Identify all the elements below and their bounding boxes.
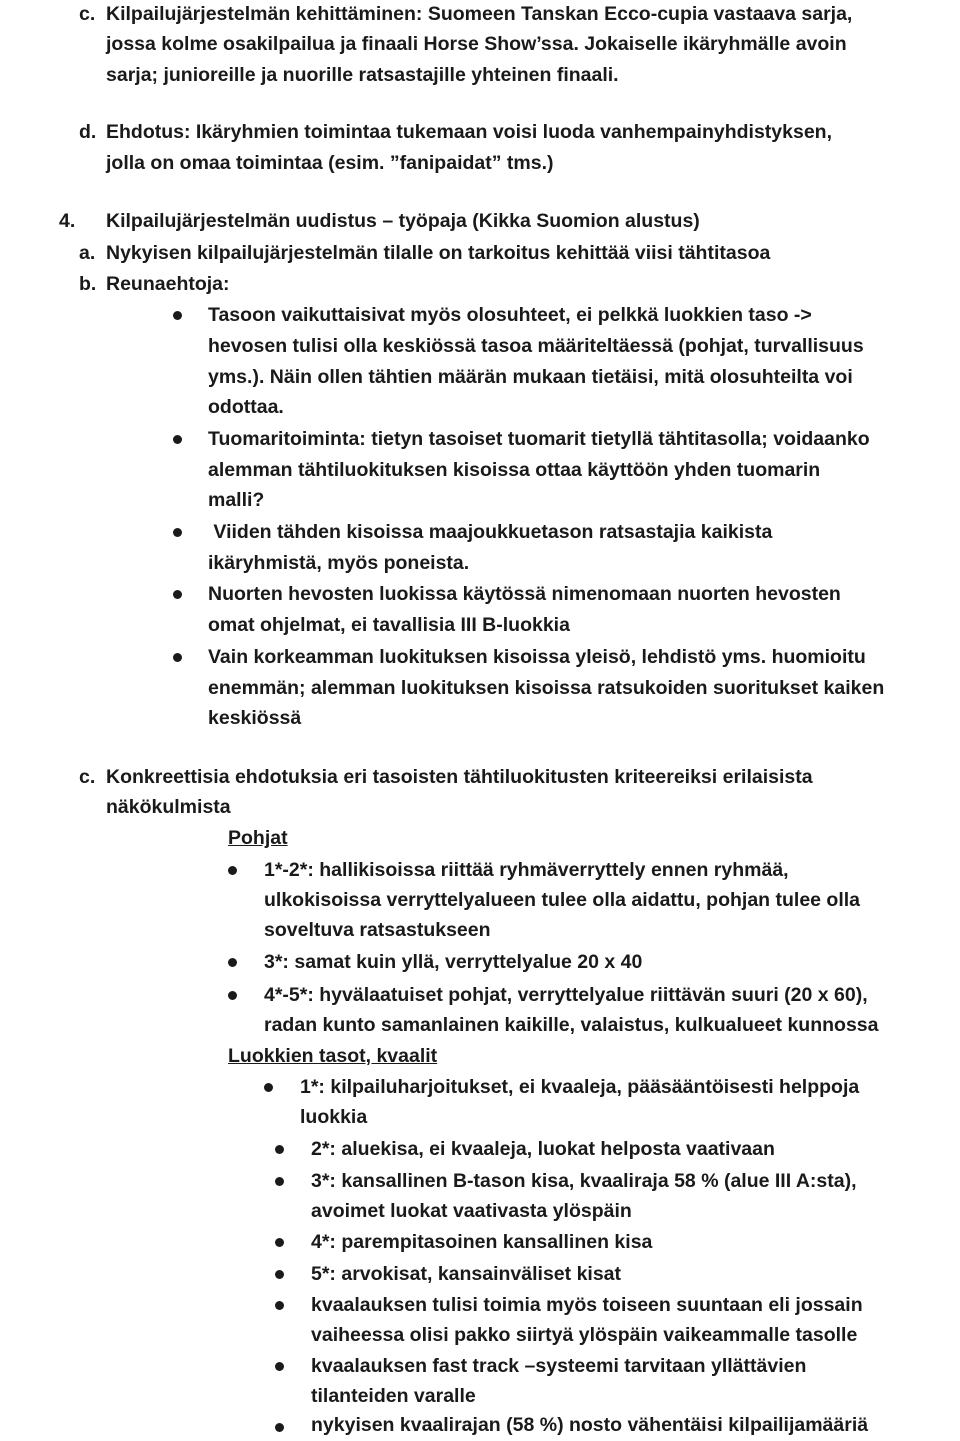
luokkien-bullet-line: luokkia <box>300 1106 368 1128</box>
bullet-icon <box>275 1238 284 1247</box>
bullet-icon <box>173 311 182 320</box>
luokkien-bullet-line: vaiheessa olisi pakko siirtyä ylöspäin vaikeammalle tasolle <box>311 1324 858 1346</box>
section-c-bottom-line: näkökulmista <box>106 796 231 818</box>
bullet-icon <box>228 866 237 875</box>
luokkien-bullet-line: 1*: kilpailuharjoitukset, ei kvaaleja, pääsääntöisesti helppoja <box>300 1076 860 1098</box>
bullet-icon <box>173 528 182 537</box>
bullet-icon <box>275 1423 284 1432</box>
pohjat-heading: Pohjat <box>228 827 288 849</box>
reuna-bullet-line: Vain korkeamman luokituksen kisoissa yleisö, lehdistö yms. huomioitu <box>208 646 866 668</box>
luokkien-heading: Luokkien tasot, kvaalit <box>228 1045 438 1067</box>
bullet-icon <box>173 435 182 444</box>
luokkien-bullet-line: 2*: aluekisa, ei kvaaleja, luokat helposta vaativaan <box>311 1138 775 1160</box>
reuna-bullet-line: Nuorten hevosten luokissa käytössä nimenomaan nuorten hevosten <box>208 583 841 605</box>
section-c-top-line: jossa kolme osakilpailua ja finaali Horse Show’ssa. Jokaiselle ikäryhmälle avoin <box>106 33 847 55</box>
item-a-marker: a. <box>79 242 96 264</box>
reuna-bullet-line: yms.). Näin ollen tähtien määrän mukaan tietäisi, mitä olosuhteilta voi <box>208 366 853 388</box>
bullet-icon <box>275 1145 284 1154</box>
bullet-icon <box>228 958 237 967</box>
luokkien-bullet-line: avoimet luokat vaativasta ylöspäin <box>311 1200 632 1222</box>
section-4-heading: Kilpailujärjestelmän uudistus – työpaja (Kikka Suomion alustus) <box>106 210 700 232</box>
pohjat-bullet-line: 4*-5*: hyvälaatuiset pohjat, verryttelyalue riittävän suuri (20 x 60), <box>264 984 868 1006</box>
item-b-marker: b. <box>79 273 97 295</box>
luokkien-bullet-line: nykyisen kvaalirajan (58 %) nosto vähentäisi kilpailijamääriä <box>311 1414 869 1436</box>
section-c-top-marker: c. <box>79 3 96 25</box>
luokkien-bullet-line: 5*: arvokisat, kansainväliset kisat <box>311 1263 622 1285</box>
reuna-bullet-line: enemmän; alemman luokituksen kisoissa ratsukoiden suoritukset kaiken <box>208 677 885 699</box>
luokkien-bullet-line: kvaalauksen fast track –systeemi tarvitaan yllättävien <box>311 1355 807 1377</box>
pohjat-bullet-line: ulkokisoissa verryttelyalueen tulee olla aidattu, pohjan tulee olla <box>264 889 861 911</box>
luokkien-bullet-line: tilanteiden varalle <box>311 1385 476 1407</box>
section-d-marker: d. <box>79 121 97 143</box>
bullet-icon <box>264 1083 273 1092</box>
section-d-line: Ehdotus: Ikäryhmien toimintaa tukemaan voisi luoda vanhempainyhdistyksen, <box>106 121 833 143</box>
pohjat-bullet-line: radan kunto samanlainen kaikille, valaistus, kulkualueet kunnossa <box>264 1014 879 1036</box>
reuna-bullet-line: Viiden tähden kisoissa maajoukkuetason ratsastajia kaikista <box>208 521 773 543</box>
luokkien-bullet-line: kvaalauksen tulisi toimia myös toiseen suuntaan eli jossain <box>311 1294 863 1316</box>
bullet-icon <box>275 1270 284 1279</box>
reuna-bullet-line: malli? <box>208 489 265 511</box>
pohjat-bullet-line: soveltuva ratsastukseen <box>264 919 491 941</box>
reuna-bullet-line: alemman tähtiluokituksen kisoissa ottaa käyttöön yhden tuomarin <box>208 459 821 481</box>
bullet-icon <box>275 1362 284 1371</box>
section-c-bottom-line: Konkreettisia ehdotuksia eri tasoisten tähtiluokitusten kriteereiksi erilaisista <box>106 766 813 788</box>
bullet-icon <box>275 1177 284 1186</box>
reuna-bullet-line: ikäryhmistä, myös poneista. <box>208 552 470 574</box>
bullet-icon <box>173 653 182 662</box>
item-b-text: Reunaehtoja: <box>106 273 230 295</box>
pohjat-bullet-line: 3*: samat kuin yllä, verryttelyalue 20 x 40 <box>264 951 643 973</box>
section-c-bottom-marker: c. <box>79 766 96 788</box>
section-c-top-line: sarja; junioreille ja nuorille ratsastajille yhteinen finaali. <box>106 64 619 86</box>
reuna-bullet-line: keskiössä <box>208 707 302 729</box>
pohjat-bullet-line: 1*-2*: hallikisoissa riittää ryhmäverryttely ennen ryhmää, <box>264 859 789 881</box>
reuna-bullet-line: Tuomaritoiminta: tietyn tasoiset tuomarit tietyllä tähtitasolla; voidaanko <box>208 428 870 450</box>
luokkien-bullet-line: 4*: parempitasoinen kansallinen kisa <box>311 1231 653 1253</box>
reuna-bullet-line: odottaa. <box>208 396 284 418</box>
section-d-line: jolla on omaa toimintaa (esim. ”fanipaidat” tms.) <box>106 152 554 174</box>
section-c-top-line: Kilpailujärjestelmän kehittäminen: Suomeen Tanskan Ecco-cupia vastaava sarja, <box>106 3 853 25</box>
bullet-icon <box>275 1301 284 1310</box>
section-4-marker: 4. <box>59 210 76 232</box>
reuna-bullet-line: omat ohjelmat, ei tavallisia III B-luokkia <box>208 614 570 636</box>
bullet-icon <box>173 590 182 599</box>
reuna-bullet-line: hevosen tulisi olla keskiössä tasoa määriteltäessä (pohjat, turvallisuus <box>208 335 864 357</box>
luokkien-bullet-line: 3*: kansallinen B-tason kisa, kvaaliraja 58 % (alue III A:sta), <box>311 1170 857 1192</box>
reuna-bullet-line: Tasoon vaikuttaisivat myös olosuhteet, ei pelkkä luokkien taso -> <box>208 304 812 326</box>
item-a-text: Nykyisen kilpailujärjestelmän tilalle on tarkoitus kehittää viisi tähtitasoa <box>106 242 771 264</box>
bullet-icon <box>228 991 237 1000</box>
